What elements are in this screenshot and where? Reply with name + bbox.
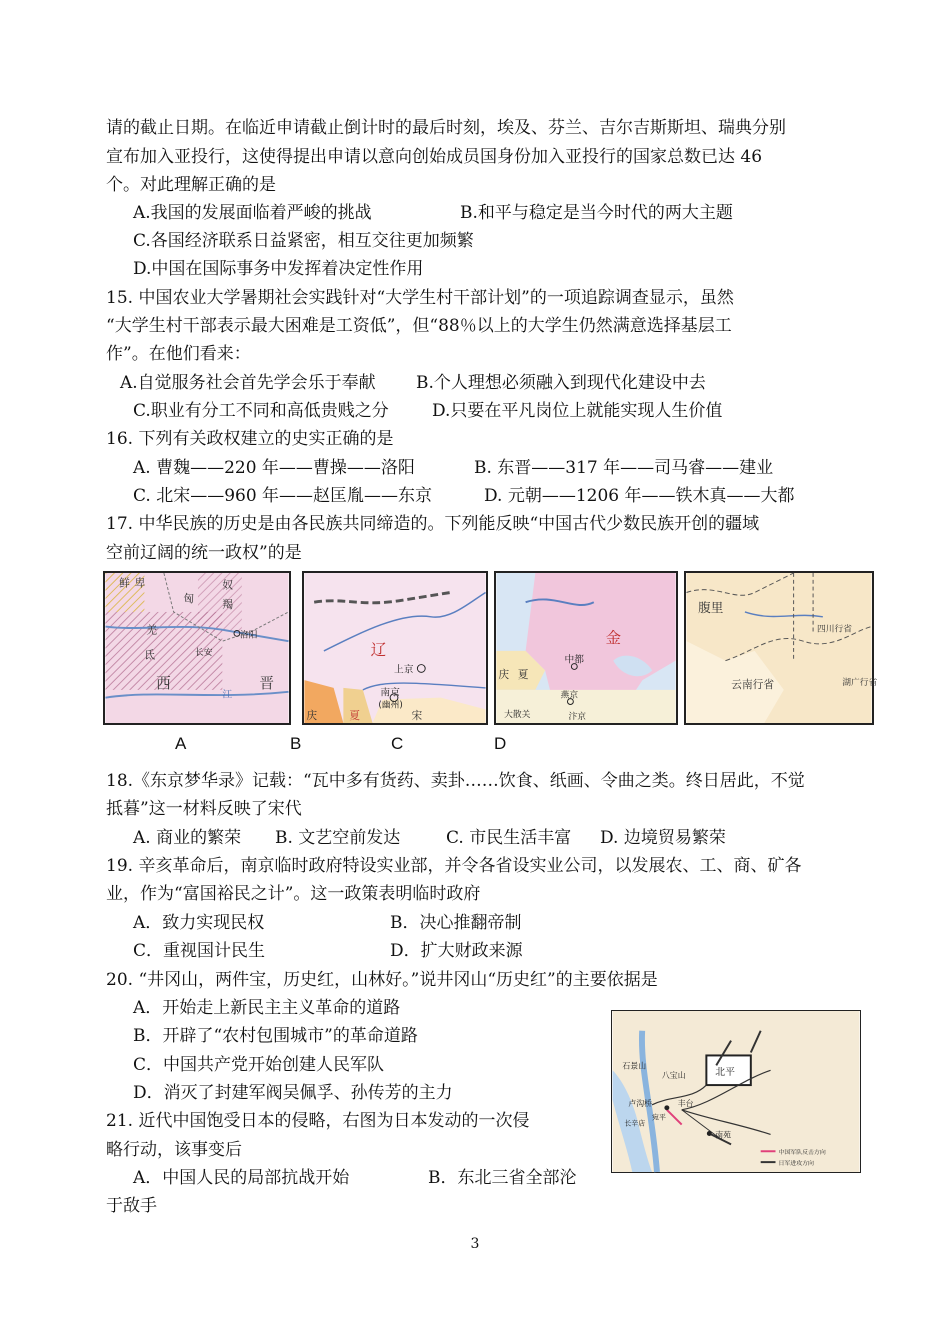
map-label: 奴 bbox=[222, 578, 234, 592]
option-d: D．消灭了封建军阀吴佩孚、孙传芳的主力 bbox=[133, 1083, 453, 1103]
map-label: 北平 bbox=[715, 1067, 735, 1079]
text-line: 于敌手 bbox=[106, 1196, 157, 1216]
map-label: 夏 bbox=[517, 668, 529, 682]
map-label: 宛平 bbox=[652, 1113, 666, 1122]
text-line: 抵暮”这一材料反映了宋代 bbox=[106, 799, 302, 819]
map-label: 湖广行省 bbox=[842, 678, 878, 689]
map-label: 中都 bbox=[564, 654, 585, 666]
map-label: 宋 bbox=[411, 709, 423, 723]
map-label: 大散关 bbox=[504, 710, 531, 721]
question-15: 15. 中国农业大学暑期社会实践针对“大学生村干部计划”的一项追踪调查显示，虽然 bbox=[106, 288, 734, 308]
option-a: A．中国人民的局部抗战开始 bbox=[133, 1168, 350, 1188]
map-label: 晋 bbox=[259, 674, 274, 692]
option-a: A．开始走上新民主主义革命的道路 bbox=[133, 998, 401, 1018]
text-line: 请的截止日期。在临近申请截止倒计时的最后时刻，埃及、芬兰、吉尔吉斯斯坦、瑞典分别 bbox=[106, 118, 786, 138]
map-label: 金 bbox=[605, 629, 622, 648]
option-c: C．重视国计民生 bbox=[133, 941, 266, 961]
question-17: 17. 中华民族的历史是由各民族共同缔造的。下列能反映“中国古代少数民族开创的疆域 bbox=[106, 514, 760, 534]
text-line: 业，作为“富国裕民之计”。这一政策表明临时政府 bbox=[106, 884, 481, 904]
map-b bbox=[302, 571, 488, 725]
map-label: 夏 bbox=[349, 709, 360, 723]
question-19: 19. 辛亥革命后，南京临时政府特设实业部，并令各省设实业公司，以发展农、工、商、矿各 bbox=[106, 856, 802, 876]
question-21: 21. 近代中国饱受日本的侵略，右图为日本发动的一次侵 bbox=[106, 1111, 530, 1131]
question-18: 18.《东京梦华录》记载：“瓦中多有货药、卖卦……饮食、纸画、令曲之类。终日居此，不觉 bbox=[106, 771, 805, 791]
text-line: 作”。在他们看来： bbox=[106, 344, 251, 364]
map-label: 洛阳 bbox=[239, 630, 258, 641]
map-label: 卢沟桥 bbox=[628, 1098, 653, 1108]
question-20: 20. “井冈山，两件宝，历史红，山林好。”说井冈山“历史红”的主要依据是 bbox=[106, 970, 658, 990]
option-b: B.和平与稳定是当今时代的两大主题 bbox=[460, 203, 733, 223]
option-b: B. 文艺空前发达 bbox=[275, 828, 401, 848]
map-label: 辽 bbox=[370, 640, 387, 659]
option-d: D. 边境贸易繁荣 bbox=[600, 828, 726, 848]
text-line: 空前辽阔的统一政权”的是 bbox=[106, 543, 302, 563]
text-line: 略行动，该事变后 bbox=[106, 1140, 242, 1160]
map-label: 汴京 bbox=[568, 712, 586, 723]
map-label: 庆 bbox=[306, 709, 318, 723]
map-label: 江 bbox=[222, 689, 233, 701]
map-label: 丰台 bbox=[677, 1098, 694, 1108]
map-label: 八宝山 bbox=[661, 1071, 686, 1081]
map-label: 西 bbox=[156, 674, 171, 692]
text-line: 宣布加入亚投行，这使得提出申请以意向创始成员国身份加入亚投行的国家总数已达 46 bbox=[106, 147, 763, 167]
map-a bbox=[103, 571, 291, 725]
map-label: 南京 bbox=[380, 687, 400, 699]
option-c: C.各国经济联系日益紧密，相互交往更加频繁 bbox=[133, 231, 474, 251]
option-b: B. 东晋——317 年——司马睿——建业 bbox=[474, 458, 774, 478]
option-a: A. 曹魏——220 年——曹操——洛阳 bbox=[133, 458, 415, 478]
text-line: “大学生村干部表示最大困难是工资低”，但“88％以上的大学生仍然满意选择基层工 bbox=[106, 316, 732, 336]
map-label: 云南行省 bbox=[731, 677, 775, 691]
map-label: 匈 bbox=[183, 592, 195, 606]
map-d bbox=[684, 571, 878, 725]
map-c bbox=[494, 571, 678, 725]
legend-label: 日军进攻方向 bbox=[778, 1161, 814, 1168]
map-label: 羌 bbox=[146, 623, 158, 637]
map-label: 长辛店 bbox=[624, 1119, 646, 1128]
option-d: D. 元朝——1206 年——铁木真——大都 bbox=[484, 486, 795, 506]
option-d: D．扩大财政来源 bbox=[390, 941, 523, 961]
option-c: C. 市民生活丰富 bbox=[446, 828, 572, 848]
option-c: C．中国共产党开始创建人民军队 bbox=[133, 1055, 385, 1075]
option-b: B．开辟了“农村包围城市”的革命道路 bbox=[133, 1026, 418, 1046]
map-option-a: A bbox=[175, 734, 187, 753]
map-option-b: B bbox=[290, 734, 302, 753]
option-d: D.中国在国际事务中发挥着决定性作用 bbox=[133, 259, 424, 279]
map-label: 南苑 bbox=[715, 1130, 732, 1140]
map-label: 氐 bbox=[144, 648, 156, 662]
question-16: 16. 下列有关政权建立的史实正确的是 bbox=[106, 429, 394, 449]
option-a: A. 商业的繁荣 bbox=[133, 828, 242, 848]
map-label: 上京 bbox=[394, 664, 414, 676]
option-a: A.自觉服务社会首先学会乐于奉献 bbox=[120, 373, 376, 393]
map-label: 羯 bbox=[222, 598, 234, 612]
map-label: 燕京 bbox=[560, 690, 579, 701]
option-b: B.个人理想必须融入到现代化建设中去 bbox=[416, 373, 706, 393]
map-label: 四川行省 bbox=[816, 624, 852, 635]
map-label: 庆 bbox=[498, 668, 510, 682]
option-b: B．决心推翻帝制 bbox=[390, 913, 522, 933]
map-label: 石景山 bbox=[622, 1061, 647, 1071]
option-a: A．致力实现民权 bbox=[133, 913, 265, 933]
map-label: (幽州) bbox=[378, 700, 403, 711]
page-number: 3 bbox=[470, 1236, 480, 1252]
map-option-d: D bbox=[494, 734, 507, 753]
option-c: C. 北宋——960 年——赵匡胤——东京 bbox=[133, 486, 433, 506]
map-option-c: C bbox=[391, 734, 404, 753]
map-label: 鲜 bbox=[119, 576, 130, 590]
option-d: D.只要在平凡岗位上就能实现人生价值 bbox=[432, 401, 723, 421]
map-label: 卑 bbox=[134, 576, 146, 590]
map-label: 长安 bbox=[195, 647, 213, 658]
map-incident bbox=[611, 1010, 861, 1173]
legend-label: 中国军队反击方向 bbox=[778, 1150, 826, 1157]
text-line: 个。对此理解正确的是 bbox=[106, 175, 276, 195]
option-a: A.我国的发展面临着严峻的挑战 bbox=[133, 203, 372, 223]
option-b: B．东北三省全部沦 bbox=[428, 1168, 577, 1188]
map-label: 腹里 bbox=[698, 599, 724, 615]
option-c: C.职业有分工不同和高低贵贱之分 bbox=[133, 401, 389, 421]
